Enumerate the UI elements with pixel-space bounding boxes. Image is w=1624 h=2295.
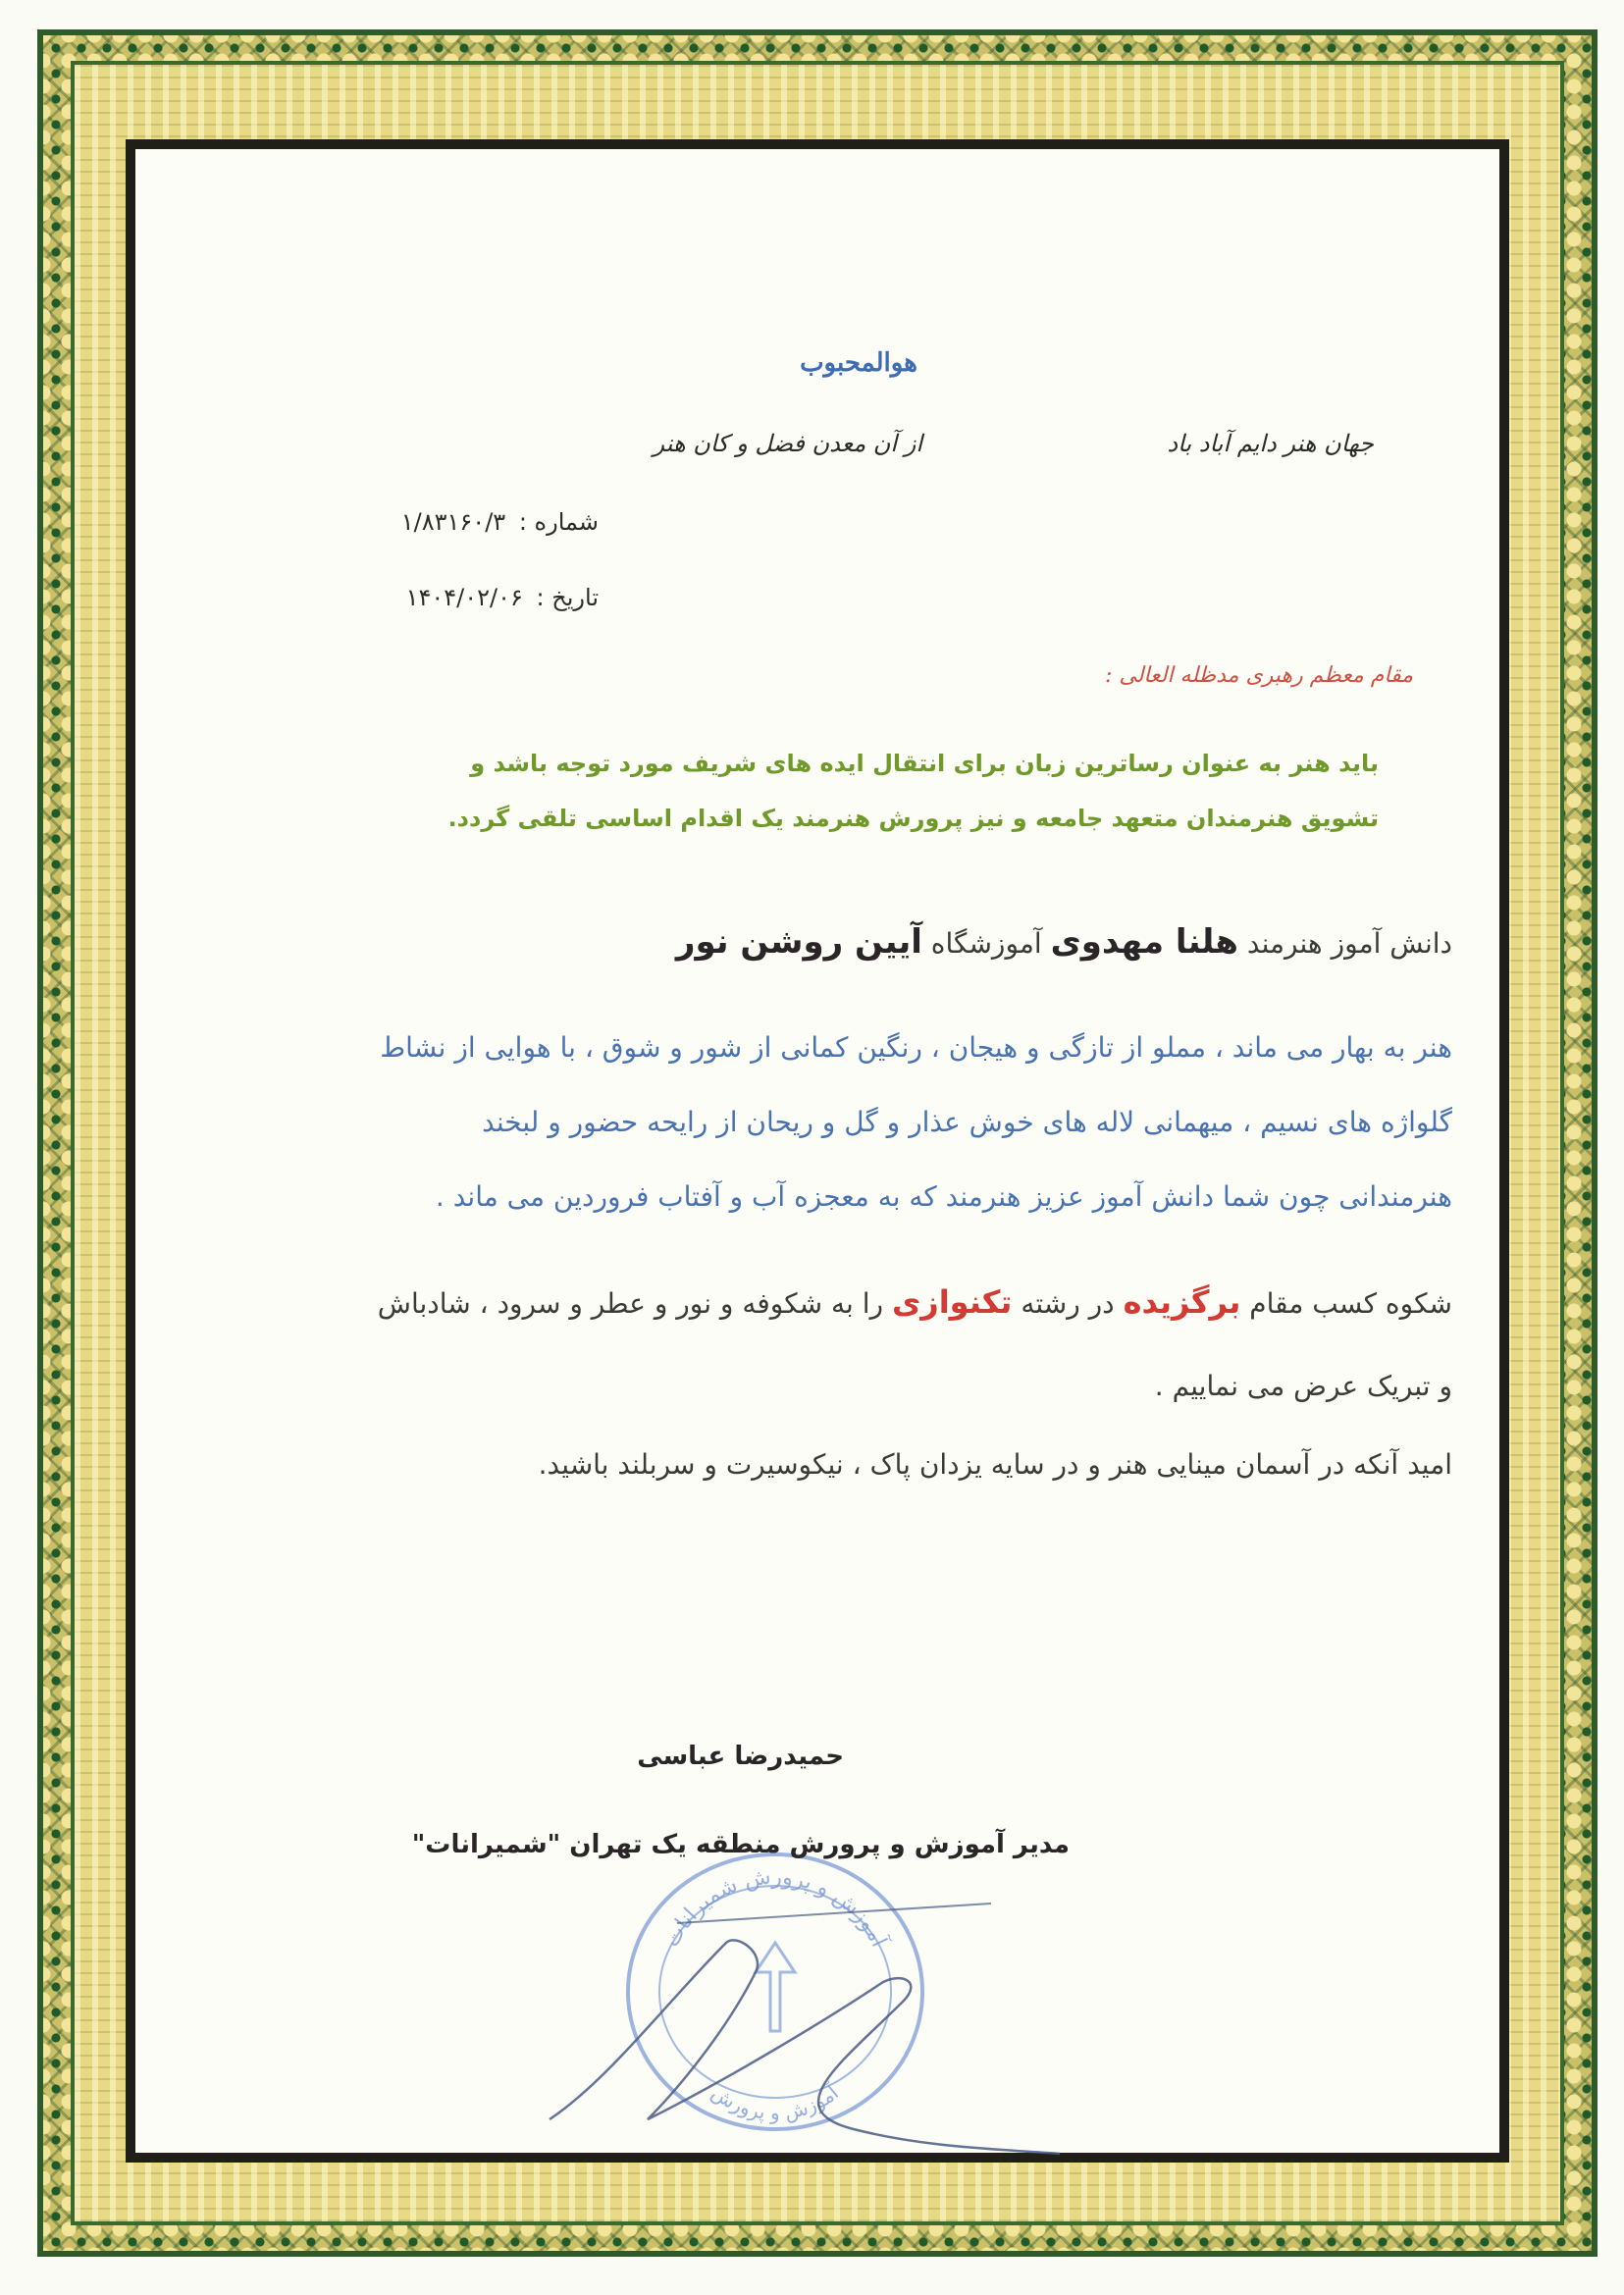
paragraph-wish [236, 1428, 1452, 1502]
quote-line-1: باید هنر به عنوان رساترین زبان برای انتقال ایده های شریف مورد توجه باشد و [470, 750, 1379, 777]
paragraph1-line-2: گلواژه های نسیم ، میهمانی لاله های خوش عذار و گل و ریحان از رایحه حضور و لبخند [482, 1106, 1452, 1138]
paragraph2-part-1: شکوه کسب مقام [1249, 1287, 1452, 1320]
poem-hemistich-2: از آن معدن فضل و کان هنر [653, 430, 922, 457]
paragraph1-line-1: هنر به بهار می ماند ، مملو از تازگی و هیجان ، رنگین کمانی از شور و شوق ، با هوایی از نشاط [380, 1031, 1452, 1064]
paragraph-art-praise [236, 1011, 1452, 1234]
recipient-line [676, 922, 1452, 962]
school-name: آیین روشن نور [675, 922, 922, 962]
quote-attribution: مقام معظم رهبری مدظله العالی : [1104, 663, 1413, 688]
paragraph3-text: امید آنکه در آسمان مینایی هنر و در سایه یزدان پاک ، نیکوسیرت و سربلند باشید. [538, 1448, 1452, 1481]
certificate-content [157, 167, 1472, 2129]
poem-hemistich-1: جهان هنر دایم آباد باد [1167, 430, 1374, 457]
paragraph2-part-2: در رشته [1021, 1287, 1115, 1320]
paragraph1-line-3: هنرمندانی چون شما دانش آموز عزیز هنرمند که به معجزه آب و آفتاب فروردین می ماند . [435, 1180, 1452, 1213]
student-name: هلنا مهدوی [1050, 922, 1238, 962]
paragraph2-part-3: را به شکوفه و نور و عطر و سرود ، شادباش [377, 1287, 884, 1320]
letter-date-value: ۱۴۰۴/۰۲/۰۶ [405, 584, 523, 611]
recipient-prefix: دانش آموز هنرمند [1246, 927, 1452, 960]
handwritten-signature [530, 1884, 1079, 2178]
letter-date-label: تاریخ : [536, 584, 599, 611]
paragraph2-line-2: و تبریک عرض می نماییم . [1154, 1370, 1452, 1402]
invocation-heading: هوالمحبوب [800, 348, 917, 378]
letter-date [406, 584, 599, 611]
paragraph2-line-1 [236, 1261, 1452, 1345]
award-field: تکنوازی [891, 1283, 1013, 1321]
letter-number [401, 508, 599, 536]
signer-title: مدیر آموزش و پرورش منطقه یک تهران "شمیرانات" [411, 1830, 1070, 1859]
school-label: آموزشگاه [930, 927, 1042, 960]
award-rank: برگزیده [1123, 1283, 1241, 1321]
letter-number-label: شماره : [518, 508, 599, 536]
paragraph-congratulation [236, 1261, 1452, 1428]
leader-quote [447, 736, 1379, 846]
stamp-text-bottom: آموزش و پرورش [707, 2080, 844, 2125]
quote-line-2: تشویق هنرمندان متعهد جامعه و نیز پرورش هنرمند یک اقدام اساسی تلقی گردد. [447, 805, 1379, 832]
signer-name: حمیدرضا عباسی [637, 1742, 844, 1771]
letter-number-value: ۱/۸۳۱۶۰/۳ [400, 508, 506, 536]
stamp-text-top: آموزش و پرورش شمیرانات [659, 1864, 891, 1952]
